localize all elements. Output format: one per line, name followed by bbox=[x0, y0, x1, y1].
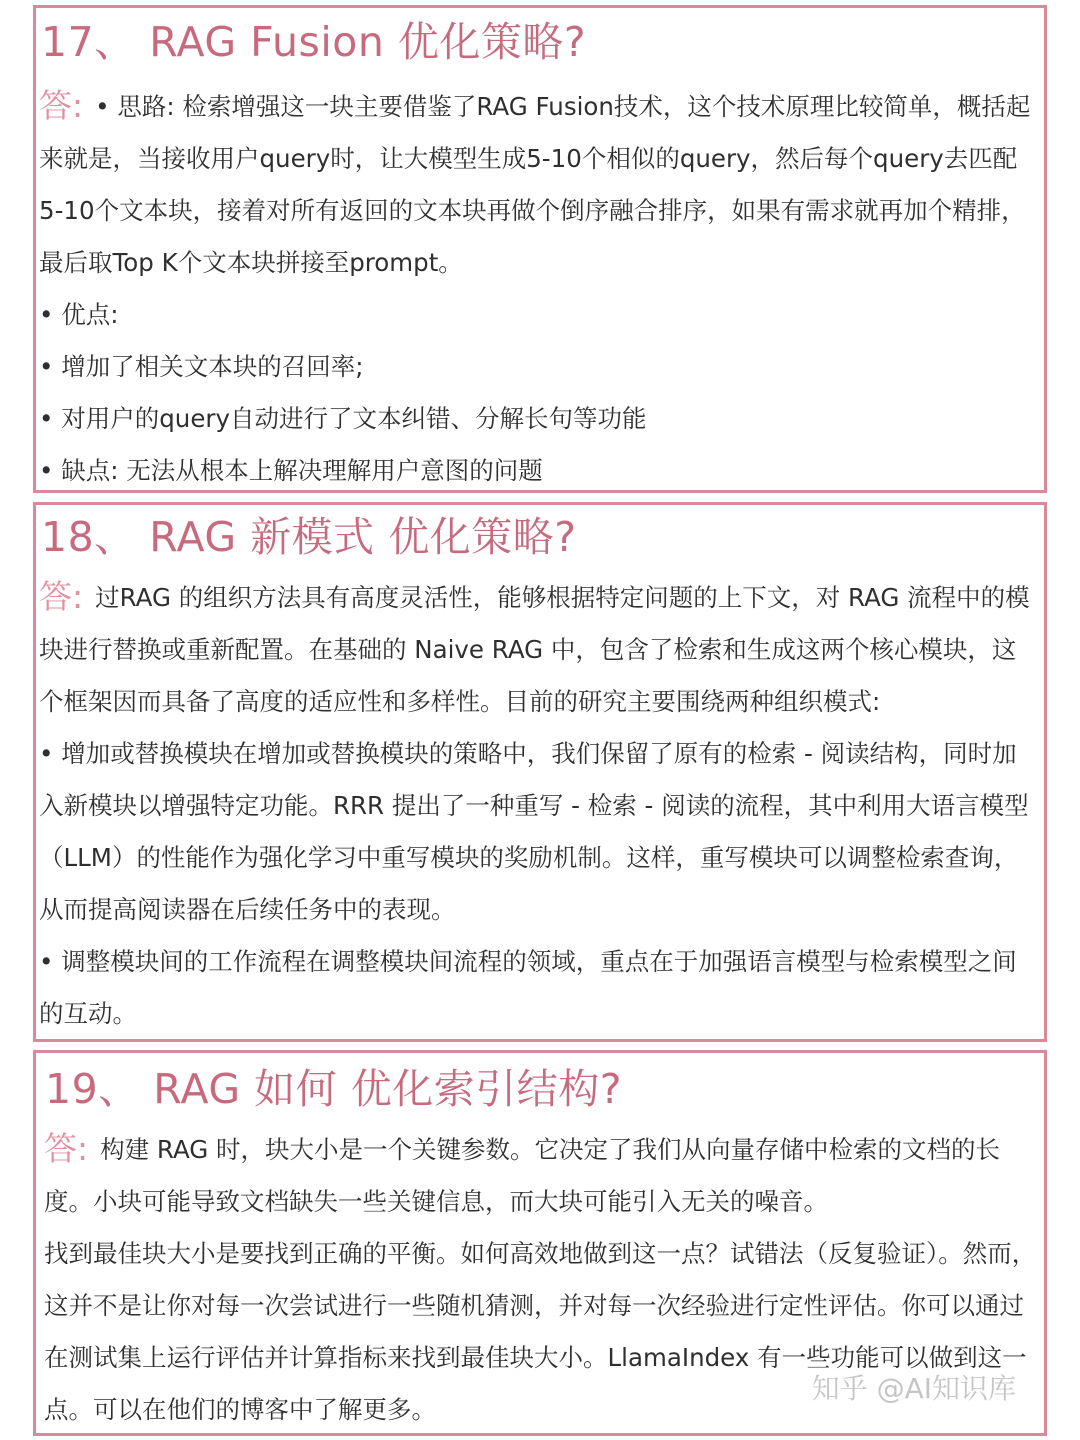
answer-label: 答: bbox=[39, 86, 84, 125]
answer-intro bbox=[39, 571, 1040, 728]
answer-body bbox=[39, 571, 1040, 1040]
answer-text: • 思路: 检索增强这一块主要借鉴了RAG Fusion技术，这个技术原理比较简单，概括起来就是，当接收用户query时，让大模型生成5-10个相似的query，然后每个query去匹配5-10个文本块，接着对所有返回的文本块再做个倒序融合排序，如果有需求就再加个精排，最后取Top K个文本块拼接至prompt。 bbox=[39, 92, 1031, 277]
watermark: 知乎 @AI知识库 bbox=[811, 1372, 1016, 1405]
question-title: 18、 RAG 新模式 优化策略? bbox=[41, 513, 577, 561]
question-title: 17、 RAG Fusion 优化策略? bbox=[41, 18, 587, 66]
question-title: 19、 RAG 如何 优化索引结构? bbox=[45, 1065, 622, 1113]
list-item: • 调整模块间的工作流程在调整模块间流程的领域，重点在于加强语言模型与检索模型之间的互动。 bbox=[39, 947, 1017, 1028]
answer-intro bbox=[44, 1123, 1040, 1228]
list-item: • 对用户的query自动进行了文本纠错、分解长句等功能 bbox=[39, 404, 647, 433]
answer-text: 构建 RAG 时，块大小是一个关键参数。它决定了我们从向量存储中检索的文档的长度。小块可能导致文档缺失一些关键信息，而大块可能引入无关的噪音。 bbox=[44, 1135, 1001, 1216]
list-item: • 增加或替换模块在增加或替换模块的策略中，我们保留了原有的检索 - 阅读结构，同时加入新模块以增强特定功能。RRR 提出了一种重写 - 检索 - 阅读的流程，其中利用大语言模型（LLM）的性能作为强化学习中重写模块的奖励机制。这样，重写模块可以调整检索查询，从而提高阅读器在后续任务中的表现。 bbox=[39, 739, 1029, 924]
answer-label: 答: bbox=[39, 577, 84, 616]
answer-body bbox=[39, 80, 1040, 497]
list-item: • 缺点: 无法从根本上解决理解用户意图的问题 bbox=[39, 456, 543, 485]
list-item: • 增加了相关文本块的召回率; bbox=[39, 352, 364, 381]
qa-card-19 bbox=[33, 1050, 1047, 1436]
qa-card-17 bbox=[33, 5, 1047, 493]
paragraph: 找到最佳块大小是要找到正确的平衡。如何高效地做到这一点？试错法（反复验证）。然而，这并不是让你对每一次尝试进行一些随机猜测，并对每一次经验进行定性评估。你可以通过在测试集上运行评估并计算指标来找到最佳块大小。LlamaIndex 有一些功能可以做到这一点。可以在他们的博客中了解更多。 bbox=[44, 1239, 1037, 1424]
list-item: • 优点: bbox=[39, 300, 119, 329]
answer-text: 过RAG 的组织方法具有高度灵活性，能够根据特定问题的上下文，对 RAG 流程中的模块进行替换或重新配置。在基础的 Naive RAG 中，包含了检索和生成这两个核心模块，这个框架因而具备了高度的适应性和多样性。目前的研究主要围绕两种组织模式: bbox=[39, 583, 1030, 716]
answer-intro bbox=[39, 80, 1040, 289]
qa-card-18 bbox=[33, 502, 1047, 1042]
answer-label: 答: bbox=[44, 1129, 89, 1168]
